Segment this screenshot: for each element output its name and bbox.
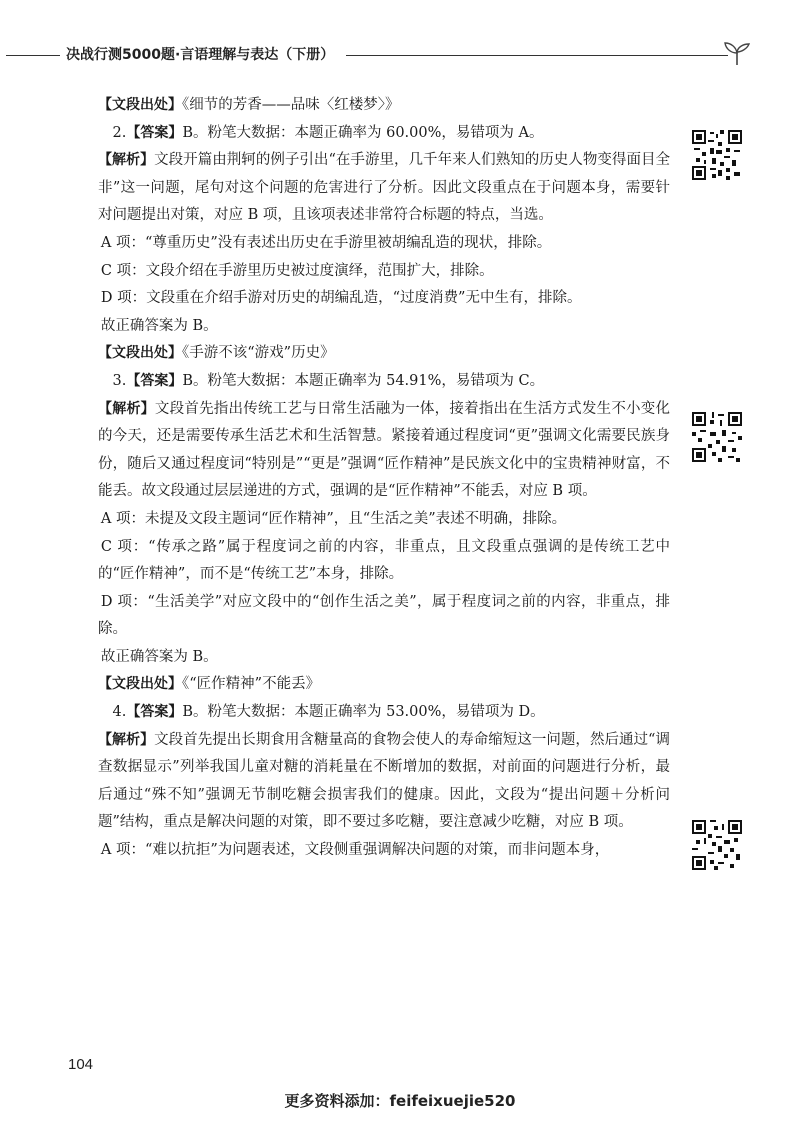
- option-analysis: C 项：“传承之路”属于程度词之前的内容，非重点，且文段重点强调的是传统工艺中的“匠作精神”，而不是“传统工艺”本身，排除。: [98, 538, 670, 583]
- answer-paragraph: [98, 120, 670, 148]
- answer-label: 【答案】: [126, 704, 183, 721]
- answer-text: B。粉笔大数据：本题正确率为 60.00%，易错项为 A。: [182, 124, 544, 141]
- option-analysis: D 项：文段重在介绍手游对历史的胡编乱造，“过度消费”无中生有，排除。: [100, 290, 582, 307]
- source-text: 《“匠作精神”不能丢》: [182, 676, 321, 693]
- option-analysis: A 项：“难以抗拒”为问题表述，文段侧重强调解决问题的对策，而非问题本身，: [100, 842, 610, 859]
- source-text: 《手游不该“游戏”历史》: [182, 345, 335, 362]
- header-rule-left: [6, 55, 60, 56]
- page-number: 104: [68, 1056, 94, 1073]
- answer-label: 【答案】: [126, 372, 183, 389]
- qr-code-icon: [692, 820, 742, 870]
- book-title: 决战行测5000题·言语理解与表达（下册）: [66, 47, 335, 63]
- analysis-paragraph: [98, 727, 670, 837]
- option-analysis: D 项：“生活美学”对应文段中的“创作生活之美”，属于程度词之前的内容，非重点，排除。: [98, 593, 670, 638]
- question-number: 3.: [112, 372, 127, 389]
- analysis-label: 【解析】: [98, 731, 155, 748]
- footer-note: 更多资料添加：feifeixuejie520: [284, 1092, 516, 1110]
- source-label: 【文段出处】: [98, 676, 182, 693]
- source-paragraph: [98, 340, 670, 368]
- answer-label: 【答案】: [126, 124, 183, 141]
- sprout-icon: [722, 40, 752, 66]
- source-label: 【文段出处】: [98, 345, 182, 362]
- analysis-text: 文段首先提出长期食用含糖量高的食物会使人的寿命缩短这一问题，然后通过“调查数据显示”列举我国儿童对糖的消耗量在不断增加的数据，对前面的问题进行分析，最后通过“殊不知”强调无节制吃糖会损害我们的健康。因此，文段为“提出问题＋分析问题”结构，重点是解决问题的对策，即不要过多吃糖，要注意减少吃糖，对应 B 项。: [98, 731, 671, 831]
- question-number: 4.: [112, 704, 127, 721]
- analysis-text: 文段开篇由荆轲的例子引出“在手游里，几千年来人们熟知的历史人物变得面目全非”这一问题，尾句对这个问题的危害进行了分析。因此文段重点在于问题本身，需要针对问题提出对策，对应 B 项，且该项表述非常符合标题的特点，当选。: [98, 152, 671, 224]
- option-analysis: A 项：未提及文段主题词“匠作精神”，且“生活之美”表述不明确，排除。: [100, 510, 567, 527]
- conclusion: 故正确答案为 B。: [100, 648, 218, 665]
- source-paragraph: [98, 92, 670, 120]
- running-header: [0, 40, 800, 70]
- answer-paragraph: [98, 368, 670, 396]
- conclusion: 故正确答案为 B。: [100, 317, 218, 334]
- option-analysis: A 项：“尊重历史”没有表述出历史在手游里被胡编乱造的现状，排除。: [100, 234, 552, 251]
- answer-text: B。粉笔大数据：本题正确率为 53.00%，易错项为 D。: [182, 704, 545, 721]
- main-content: [98, 92, 670, 865]
- source-label: 【文段出处】: [98, 97, 182, 113]
- analysis-text: 文段首先指出传统工艺与日常生活融为一体，接着指出在生活方式发生不小变化的今天，还是需要传承生活艺术和生活智慧。紧接着通过程度词“更”强调文化需要民族身份，随后又通过程度词“特别是”“更是”强调“匠作精神”是民族文化中的宝贵精神财富，不能丢。故文段通过层层递进的方式，强调的是“匠作精神”不能丢，对应 B 项。: [98, 400, 671, 500]
- option-analysis: C 项：文段介绍在手游里历史被过度演绎，范围扩大，排除。: [100, 262, 494, 279]
- analysis-label: 【解析】: [98, 400, 155, 417]
- source-text: 《细节的芳香——品味〈红楼梦〉》: [182, 97, 400, 113]
- question-number: 2.: [112, 124, 127, 141]
- qr-code-icon: [692, 130, 742, 180]
- analysis-paragraph: [98, 396, 670, 506]
- analysis-paragraph: [98, 147, 670, 230]
- answer-text: B。粉笔大数据：本题正确率为 54.91%，易错项为 C。: [182, 372, 545, 389]
- analysis-label: 【解析】: [98, 152, 155, 169]
- source-paragraph: [98, 671, 670, 699]
- header-rule-right: [346, 55, 728, 56]
- qr-code-icon: [692, 412, 742, 462]
- answer-paragraph: [98, 699, 670, 727]
